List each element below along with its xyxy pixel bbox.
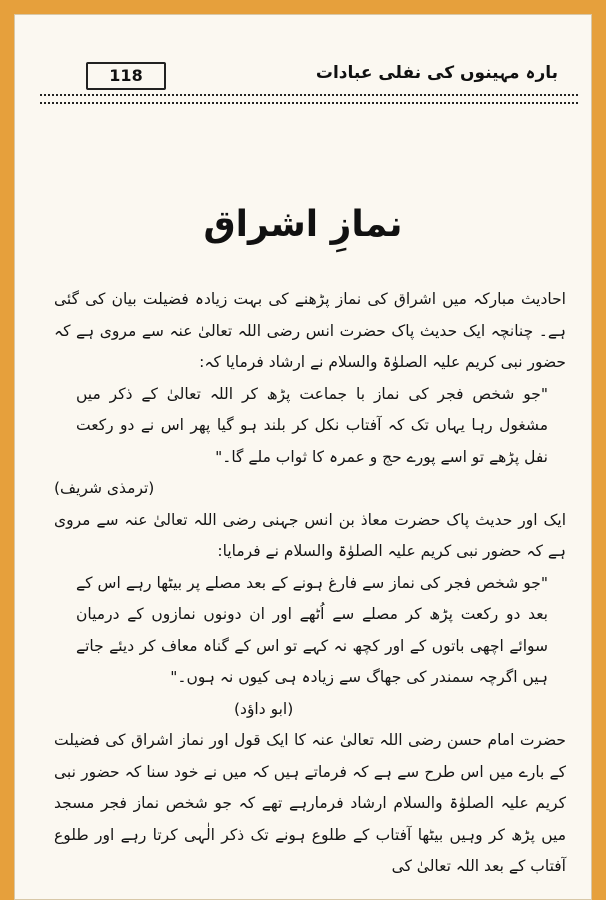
page-header — [36, 54, 576, 94]
book-title: بارہ مہینوں کی نفلی عبادات — [315, 63, 558, 83]
book-page — [14, 14, 592, 900]
page-number: 118 — [86, 62, 166, 90]
paragraph-intro: احادیث مبارکہ میں اشراق کی نماز پڑھنے کی بہت زیادہ فضیلت بیان کی گئی ہے۔ چنانچہ ایک حدیث پاک حضرت انس رضی اللہ تعالیٰ عنہ سے مروی ہے کہ حضور نبی کریم علیہ الصلوٰۃ والسلام نے ارشاد فرمایا کہ: — [54, 290, 566, 371]
reference-abu-dawood: (ابو داؤد) — [234, 699, 294, 718]
body-text — [54, 284, 566, 883]
header-divider — [40, 94, 578, 104]
chapter-title: نمازِ اشراق — [203, 204, 403, 245]
hadith-quote-2: "جو شخص فجر کی نماز سے فارغ ہونے کے بعد مصلے پر بیٹھا رہے اس کے بعد دو رکعت پڑھ کر مصلے سے اُٹھے اور ان دونوں نمازوں کے درمیان سوائے اچھی باتوں کے اور کچھ نہ کہے تو اس کے گناہ معاف کر دیئے جاتے ہیں اگرچہ سمندر کی جھاگ سے زیادہ ہی کیوں نہ ہوں۔" — [76, 573, 548, 686]
hadith-quote-1: "جو شخص فجر کی نماز با جماعت پڑھ کر اللہ تعالیٰ کے ذکر میں مشغول رہا یہاں تک کہ آفتاب نکل کر بلند ہو گیا پھر اس نے دو رکعت نفل پڑھے تو اسے پورے حج و عمرہ کا ثواب ملے گا۔" — [76, 384, 548, 466]
paragraph-second: ایک اور حدیث پاک حضرت معاذ بن انس جہنی رضی اللہ تعالیٰ عنہ سے مروی ہے کہ حضور نبی کریم علیہ الصلوٰۃ والسلام نے فرمایا: — [54, 510, 566, 560]
reference-tirmidhi: (ترمذی شریف) — [54, 479, 155, 497]
paragraph-third: حضرت امام حسن رضی اللہ تعالیٰ عنہ کا ایک قول اور نماز اشراق کی فضیلت کے بارے میں اس طرح سے ہے کہ فرماتے ہیں کہ میں نے خود سنا کہ حضور نبی کریم علیہ الصلوٰۃ والسلام ارشاد فرمارہے تھے کہ جو شخص نماز فجر مسجد میں پڑھ کر وہیں بیٹھا آفتاب کے طلوع ہونے تک ذکر الٰہی کرتا رہے اور طلوع آفتاب کے بعد اللہ تعالیٰ کی — [54, 731, 566, 875]
